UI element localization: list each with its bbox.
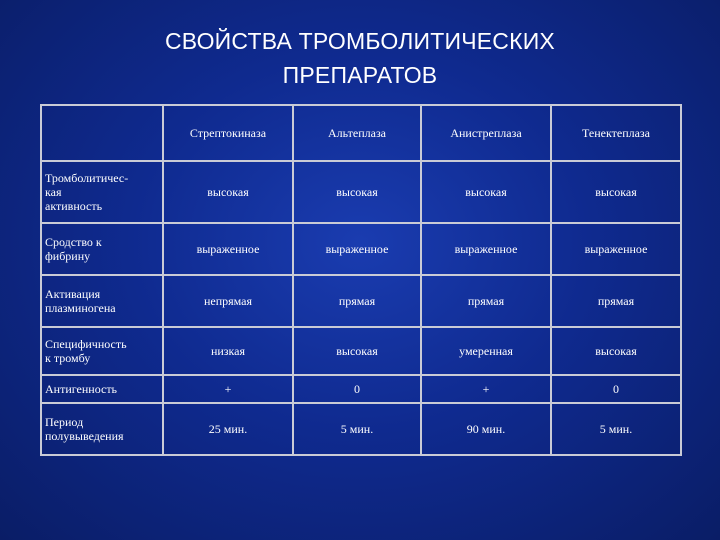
table-cell (551, 161, 681, 223)
table-cell (421, 161, 551, 223)
table-cell (293, 403, 421, 455)
row-label-text: Антигенность (45, 382, 118, 396)
table-row (41, 403, 681, 455)
cell-value: + (482, 381, 490, 396)
row-label (41, 275, 163, 327)
slide-title-line-1: СВОЙСТВА ТРОМБОЛИТИЧЕСКИХ (165, 28, 555, 54)
table-cell (293, 161, 421, 223)
cell-value: низкая (210, 343, 246, 358)
cell-value: прямая (467, 293, 505, 308)
cell-value: 5 мин. (599, 421, 633, 436)
table-header-row (41, 105, 681, 161)
table-cell (163, 327, 293, 375)
properties-table (40, 104, 682, 456)
cell-value: 25 мин. (208, 421, 248, 436)
column-header (551, 105, 681, 161)
table-corner-cell (41, 105, 163, 161)
table-cell (293, 327, 421, 375)
table-cell (163, 403, 293, 455)
table-cell (421, 403, 551, 455)
cell-value: высокая (465, 184, 507, 199)
cell-value: выраженное (196, 241, 260, 256)
cell-value: 0 (354, 381, 360, 396)
cell-value: высокая (595, 184, 637, 199)
row-label-text: Активация плазминогена (45, 287, 116, 315)
row-label (41, 161, 163, 223)
table-cell (293, 275, 421, 327)
cell-value: прямая (597, 293, 635, 308)
table-cell (421, 327, 551, 375)
cell-value: 5 мин. (340, 421, 374, 436)
table-row (41, 161, 681, 223)
cell-value: высокая (595, 343, 637, 358)
column-header-label: Стрептокиназа (189, 125, 267, 140)
column-header-label: Анистреплаза (450, 125, 522, 140)
row-label-text: Специфичность к тромбу (45, 337, 127, 365)
row-label (41, 375, 163, 403)
cell-value: выраженное (454, 241, 518, 256)
table-cell (551, 223, 681, 275)
table-cell (163, 223, 293, 275)
row-label (41, 327, 163, 375)
column-header-label: Альтеплаза (327, 125, 387, 140)
cell-value: высокая (336, 343, 378, 358)
table-cell (163, 375, 293, 403)
cell-value: непрямая (203, 293, 253, 308)
column-header (421, 105, 551, 161)
table-cell (551, 275, 681, 327)
row-label-text: Тромболитичес- кая активность (45, 171, 129, 213)
table-cell (163, 161, 293, 223)
table-cell (163, 275, 293, 327)
table-cell (421, 275, 551, 327)
cell-value: 90 мин. (466, 421, 506, 436)
column-header-label: Тенектеплаза (582, 125, 650, 140)
row-label (41, 403, 163, 455)
cell-value: высокая (336, 184, 378, 199)
cell-value: + (224, 381, 232, 396)
cell-value: высокая (207, 184, 249, 199)
row-label-text: Период полувыведения (45, 415, 124, 443)
table-row (41, 327, 681, 375)
cell-value: умеренная (459, 343, 513, 358)
table-cell (421, 223, 551, 275)
row-label-text: Сродство к фибрину (45, 235, 102, 263)
column-header (163, 105, 293, 161)
slide-title (0, 24, 720, 92)
table-row (41, 223, 681, 275)
slide-title-line-2: ПРЕПАРАТОВ (282, 62, 438, 88)
cell-value: 0 (613, 381, 619, 396)
table-cell (551, 403, 681, 455)
cell-value: выраженное (584, 241, 648, 256)
cell-value: выраженное (325, 241, 389, 256)
table-cell (293, 375, 421, 403)
table-cell (421, 375, 551, 403)
row-label (41, 223, 163, 275)
table-cell (293, 223, 421, 275)
cell-value: прямая (338, 293, 376, 308)
column-header (293, 105, 421, 161)
table-row (41, 275, 681, 327)
table-cell (551, 327, 681, 375)
table-cell (551, 375, 681, 403)
table-row (41, 375, 681, 403)
